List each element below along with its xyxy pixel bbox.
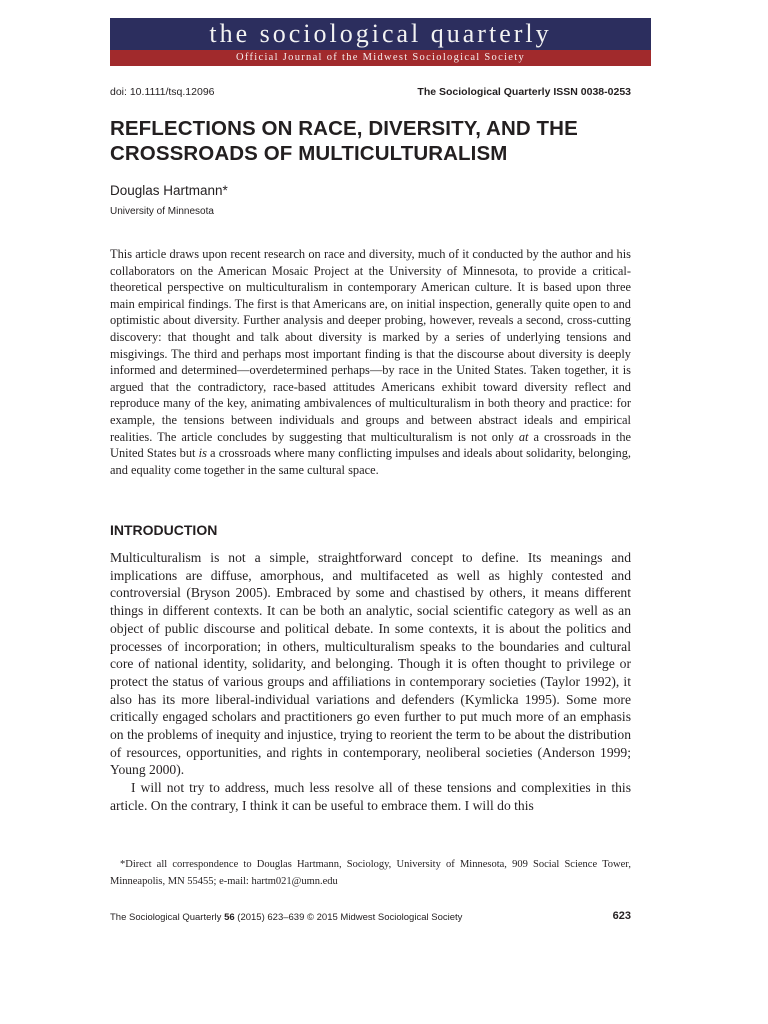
paragraph-1: Multiculturalism is not a simple, straightforward concept to define. Its meanings and implications are diffuse, amorphous, and multifaceted as well as highly contested and controversial (Bryson 2005). Embraced by some and chastised by others, it means different things in different contexts. It can be both an analytic, social scientific category as well as an object of public discourse and political debate. In some contexts, it is about the politics and processes of incorporation; in others, multiculturalism speaks to the boundaries and cultural core of national identity, solidarity, and belonging. Though it is often thought to privilege or protect the status of various groups and affiliations in contemporary societies (Taylor 1992), it also has its more liberal-individual variations and defenders (Kymlicka 1995). Some more critically engaged scholars and practitioners go even further to put much more of an emphasis on the problems of inequity and injustice, trying to reorient the term to be about the distribution of resources, opportunities, and rights in contemporary, neoliberal societies (Anderson 1999; Young 2000). — [110, 550, 631, 778]
abstract — [110, 246, 631, 478]
footer-citation-prefix: The Sociological Quarterly — [110, 912, 225, 923]
doi: doi: 10.1111/tsq.12096 — [110, 86, 215, 98]
abstract-text-1: This article draws upon recent research on race and diversity, much of it conducted by the author and his collaborators on the American Mosaic Project at the University of Minnesota, to provide a critical-theoretical perspective on multiculturalism in contemporary American culture. It is based upon three main empirical findings. The first is that Americans are, on initial inspection, generally quite open to and optimistic about diversity. Further analysis and deeper probing, however, reveals a second, cross-cutting discovery: that thought and talk about diversity is marked by a series of underlying tensions and misgivings. The third and perhaps most important finding is that the discourse about diversity is deeply informed and determined—overdetermined perhaps—by race in the United States. Taken together, it is argued that the contradictory, race-based attitudes Americans exhibit toward diversity reflect and reproduce many of the key, animating ambivalences of multiculturalism in both theory and practice: for example, the tensions between individuals and groups and between abstract ideals and empirical realities. The article concludes by suggesting that multiculturalism is not only — [110, 247, 631, 444]
abstract-text-2: a crossroads in the United States but — [110, 429, 632, 461]
author-name: Douglas Hartmann* — [110, 183, 228, 198]
paragraph-2: I will not try to address, much less resolve all of these tensions and complexities in this article. On the contrary, I think it can be useful to embrace them. I will do this — [110, 780, 631, 813]
abstract-emphasis-1: at — [518, 429, 529, 444]
footer-volume: 56 — [224, 912, 235, 923]
journal-subtitle: Official Journal of the Midwest Sociological Society — [110, 50, 651, 66]
author-affiliation: University of Minnesota — [110, 206, 214, 217]
section-heading: INTRODUCTION — [110, 522, 218, 538]
journal-masthead — [110, 18, 651, 66]
abstract-emphasis-2: is — [198, 446, 207, 461]
page-number: 623 — [612, 910, 631, 922]
article-title: REFLECTIONS ON RACE, DIVERSITY, AND THE CROSSROADS OF MULTICULTURALISM — [110, 117, 578, 165]
abstract-text-3: a crossroads where many conflicting impulses and ideals about solidarity, belonging, and equality come together in the same cultural space. — [110, 446, 631, 477]
journal-name: the sociological quarterly — [110, 18, 651, 50]
footer-citation — [110, 912, 462, 923]
issn: The Sociological Quarterly ISSN 0038-0253 — [417, 86, 631, 98]
footer-citation-suffix: (2015) 623–639 © 2015 Midwest Sociological Society — [234, 912, 463, 923]
body-text — [110, 549, 631, 815]
correspondence-footnote: *Direct all correspondence to Douglas Hartmann, Sociology, University of Minnesota, 909 Social Science Tower, Minneapolis, MN 55455; e-mail: hartm021@umn.edu — [110, 859, 631, 887]
